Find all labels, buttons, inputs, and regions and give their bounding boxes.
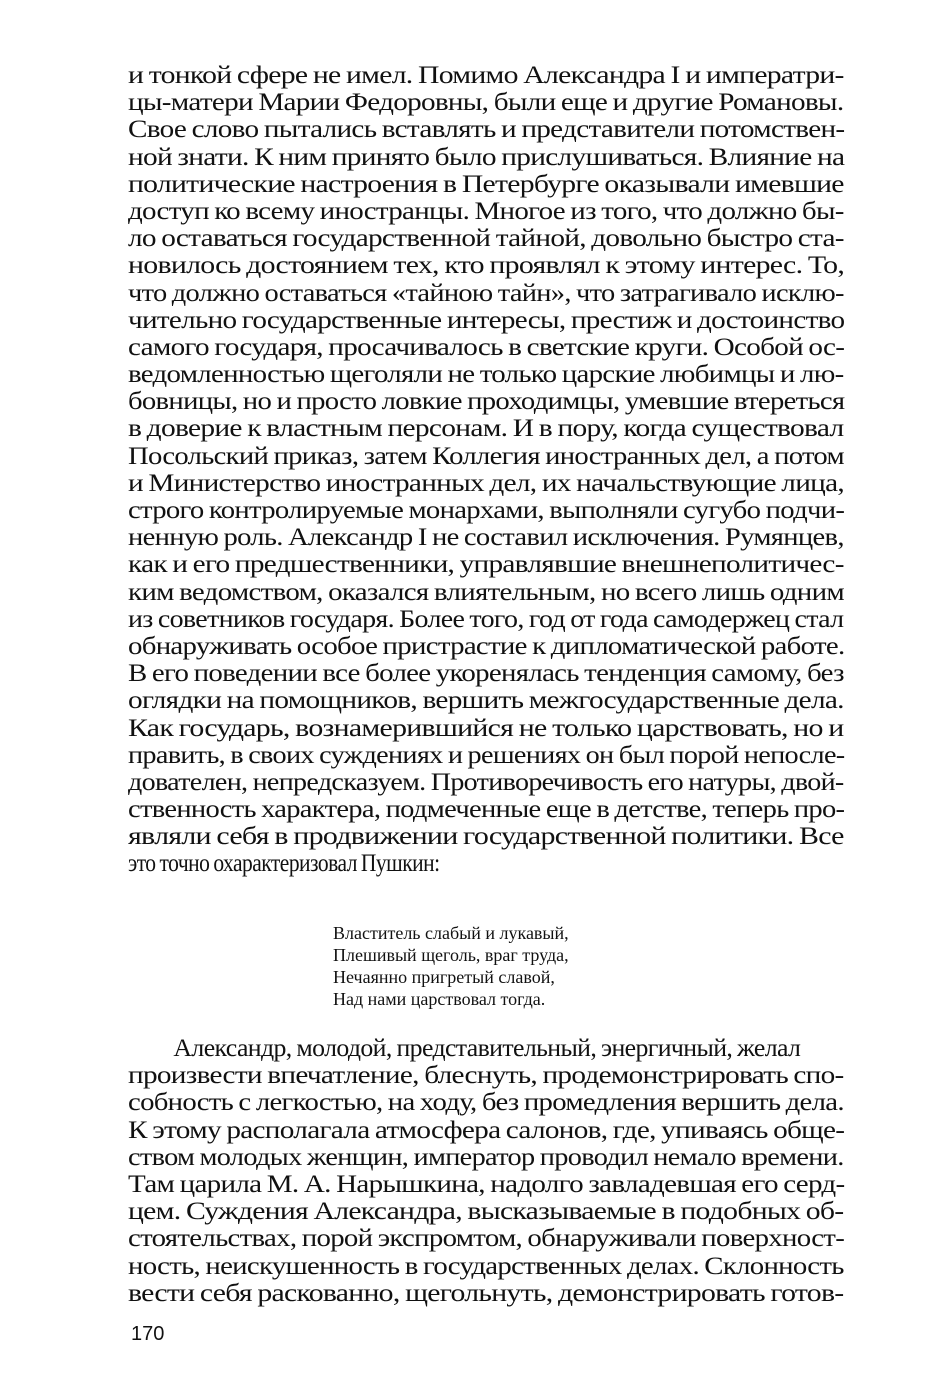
verse-quote xyxy=(333,922,569,1010)
text-line: ность, неискушенность в государственных делах. Склонность xyxy=(128,1252,844,1280)
text-line: дователен, непредсказуем. Противоречивость его натуры, двой- xyxy=(128,768,844,796)
text-line: править, в своих суждениях и решениях он был порой непосле- xyxy=(128,741,845,769)
text-line: что должно оставаться «тайною тайн», что затрагивало исклю- xyxy=(128,279,844,307)
text-line: это точно охарактеризовал Пушкин: xyxy=(128,850,440,878)
text-line: ло оставаться государственной тайной, довольно быстро ста- xyxy=(128,225,844,253)
text-line: ким ведомством, оказался влиятельным, но всего лишь одним xyxy=(128,578,844,606)
verse-line: Плешивый щеголь, враг труда, xyxy=(333,945,569,965)
text-line: и тонкой сфере не имел. Помимо Александра I и императри- xyxy=(128,62,844,89)
text-line: ведомленностью щеголяли не только царские любимцы и лю- xyxy=(128,361,844,389)
text-line: обнаруживать особое пристрастие к дипломатической работе. xyxy=(128,632,845,660)
text-line: политические настроения в Петербурге оказывали имевшие xyxy=(128,170,844,198)
text-line: новилось достоянием тех, кто проявлял к этому интерес. То, xyxy=(128,252,845,280)
text-line: Свое слово пытались вставлять и представители потомствен- xyxy=(128,116,845,144)
text-line: ной знати. К ним принято было прислушиваться. Влияние на xyxy=(128,143,845,171)
paragraph-1 xyxy=(128,62,844,878)
text-line: и Министерство иностранных дел, их начальствующие лица, xyxy=(128,469,844,497)
text-line: из советников государя. Более того, год от года самодержец стал xyxy=(128,605,844,633)
paragraph-2 xyxy=(128,1035,844,1307)
verse-line: Над нами царствовал тогда. xyxy=(333,989,546,1009)
text-line: являли себя в продвижении государственной политики. Все xyxy=(128,823,844,851)
text-line: оглядки на помощников, вершить межгосударственные дела. xyxy=(128,687,844,715)
text-line: К этому располагала атмосфера салонов, где, упиваясь обще- xyxy=(128,1116,845,1144)
verse-line: Нечаянно пригретый славой, xyxy=(333,967,555,987)
text-line: самого государя, просачивалось в светские круги. Особой ос- xyxy=(128,333,845,361)
text-line: ственность характера, подмеченные еще в детстве, теперь про- xyxy=(128,796,845,824)
text-line: собность с легкостью, на ходу, без промедления вершить дела. xyxy=(128,1089,844,1117)
text-line: Как государь, вознамерившийся не только царствовать, но и xyxy=(128,714,844,742)
text-line: ством молодых женщин, император проводил немало времени. xyxy=(128,1143,844,1171)
text-line: Посольский приказ, затем Коллегия иностранных дел, а потом xyxy=(128,442,844,470)
text-line: цы-матери Марии Федоровны, были еще и другие Романовы. xyxy=(128,89,844,117)
text-line: как и его предшественники, управлявшие внешнеполитичес- xyxy=(128,551,844,579)
text-line: бовницы, но и просто ловкие проходимцы, умевшие втереться xyxy=(128,388,845,416)
text-line: стоятельствах, порой экспромтом, обнаруживали поверхност- xyxy=(128,1225,845,1253)
text-line: произвести впечатление, блеснуть, продемонстрировать спо- xyxy=(128,1062,844,1090)
page-number: 170 xyxy=(131,1323,165,1345)
text-line: ненную роль. Александр I не составил исключения. Румянцев, xyxy=(128,524,844,552)
text-line: доступ ко всему иностранцы. Многое из того, что должно бы- xyxy=(128,197,844,225)
text-line: чительно государственные интересы, престиж и достоинство xyxy=(128,306,845,334)
text-line: строго контролируемые монархами, выполняли сугубо подчи- xyxy=(128,497,845,524)
text-line: В его поведении все более укоренялась тенденция самому, без xyxy=(128,660,844,688)
verse-line: Властитель слабый и лукавый, xyxy=(333,923,569,943)
text-line: Там царила М. А. Нарышкина, надолго завладевшая его серд- xyxy=(128,1170,845,1198)
text-line: Александр, молодой, представительный, энергичный, желал xyxy=(173,1035,801,1062)
text-line: в доверие к властным персонам. И в пору, когда существовал xyxy=(128,415,844,443)
text-line: цем. Суждения Александра, высказываемые в подобных об- xyxy=(128,1198,844,1226)
text-line: вести себя раскованно, щегольнуть, демонстрировать готов- xyxy=(128,1279,844,1307)
